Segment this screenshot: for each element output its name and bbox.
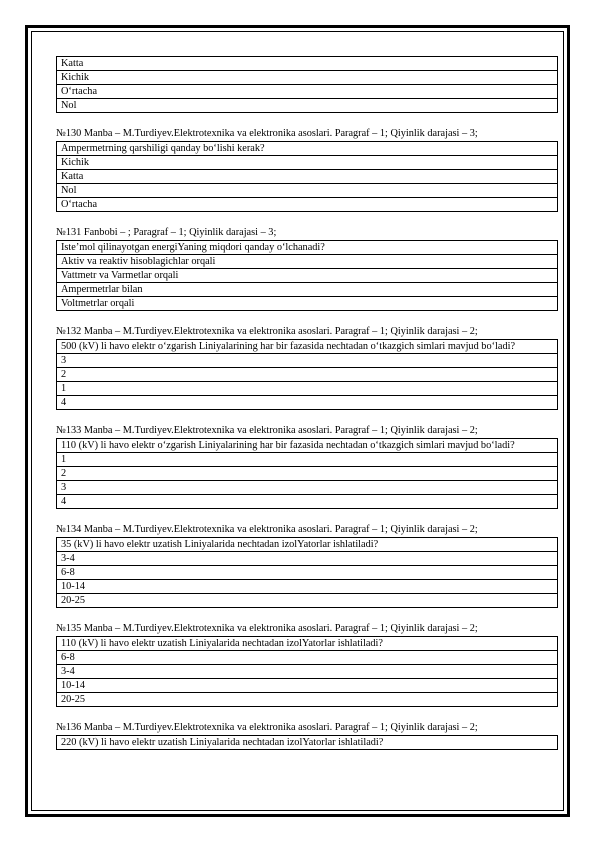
answer-option: Vattmetr va Varmetlar orqali xyxy=(57,269,558,283)
question-row xyxy=(57,241,558,255)
question-table xyxy=(56,438,558,509)
answer-row xyxy=(57,297,558,311)
block-spacer xyxy=(56,311,558,325)
block-spacer xyxy=(56,509,558,523)
question-block xyxy=(56,707,558,750)
answer-row xyxy=(57,57,558,71)
question-table xyxy=(56,339,558,410)
answer-option: Katta xyxy=(57,170,558,184)
answer-option: Katta xyxy=(57,57,558,71)
answer-option: Nol xyxy=(57,184,558,198)
question-text: 35 (kV) li havo elektr uzatish Liniyalarida nechtadan izolYatorlar ishlatiladi? xyxy=(57,538,558,552)
answer-row xyxy=(57,170,558,184)
answer-row xyxy=(57,198,558,212)
answer-row xyxy=(57,71,558,85)
question-header: №130 Manba – M.Turdiyev.Elektrotexnika va elektronika asoslari. Paragraf – 1; Qiyinlik darajasi – 3; xyxy=(56,128,478,139)
answer-option: Aktiv va reaktiv hisoblagichlar orqali xyxy=(57,255,558,269)
question-block xyxy=(56,410,558,509)
answer-row xyxy=(57,693,558,707)
answer-row xyxy=(57,184,558,198)
answer-option: 2 xyxy=(57,467,558,481)
answer-option: 20-25 xyxy=(57,693,558,707)
answer-option: Kichik xyxy=(57,71,558,85)
question-block xyxy=(56,56,558,113)
question-table xyxy=(56,56,558,113)
question-header: №133 Manba – M.Turdiyev.Elektrotexnika va elektronika asoslari. Paragraf – 1; Qiyinlik darajasi – 2; xyxy=(56,425,478,436)
question-block xyxy=(56,212,558,311)
block-spacer xyxy=(56,113,558,127)
answer-row xyxy=(57,85,558,99)
question-text: 220 (kV) li havo elektr uzatish Liniyalarida nechtadan izolYatorlar ishlatiladi? xyxy=(57,736,558,750)
document-content xyxy=(56,56,558,750)
answer-row xyxy=(57,467,558,481)
question-header: №132 Manba – M.Turdiyev.Elektrotexnika va elektronika asoslari. Paragraf – 1; Qiyinlik darajasi – 2; xyxy=(56,326,478,337)
answer-option: Nol xyxy=(57,99,558,113)
answer-option: 3 xyxy=(57,354,558,368)
answer-row xyxy=(57,552,558,566)
question-table xyxy=(56,735,558,750)
answer-row xyxy=(57,495,558,509)
answer-option: Voltmetrlar orqali xyxy=(57,297,558,311)
block-spacer xyxy=(56,410,558,424)
answer-row xyxy=(57,382,558,396)
answer-row xyxy=(57,651,558,665)
answer-option: 4 xyxy=(57,495,558,509)
answer-row xyxy=(57,269,558,283)
question-text: Iste’mol qilinayotgan energiYaning miqdori qanday o‘lchanadi? xyxy=(57,241,558,255)
question-row xyxy=(57,142,558,156)
answer-row xyxy=(57,396,558,410)
question-block xyxy=(56,608,558,707)
answer-row xyxy=(57,156,558,170)
answer-row xyxy=(57,665,558,679)
question-table xyxy=(56,636,558,707)
answer-row xyxy=(57,481,558,495)
answer-option: Kichik xyxy=(57,156,558,170)
answer-row xyxy=(57,566,558,580)
answer-option: O‘rtacha xyxy=(57,85,558,99)
answer-option: Ampermetrlar bilan xyxy=(57,283,558,297)
answer-option: 10-14 xyxy=(57,580,558,594)
block-spacer xyxy=(56,212,558,226)
question-header: №134 Manba – M.Turdiyev.Elektrotexnika va elektronika asoslari. Paragraf – 1; Qiyinlik darajasi – 2; xyxy=(56,524,478,535)
answer-option: 4 xyxy=(57,396,558,410)
answer-row xyxy=(57,283,558,297)
question-row xyxy=(57,340,558,354)
answer-row xyxy=(57,453,558,467)
question-text: 110 (kV) li havo elektr o‘zgarish Liniyalarining har bir fazasida nechtadan o‘tkazgich simlari mavjud bo‘ladi? xyxy=(57,439,558,453)
answer-option: 6-8 xyxy=(57,566,558,580)
answer-row xyxy=(57,354,558,368)
question-header: №136 Manba – M.Turdiyev.Elektrotexnika va elektronika asoslari. Paragraf – 1; Qiyinlik darajasi – 2; xyxy=(56,722,478,733)
question-row xyxy=(57,736,558,750)
answer-option: 3-4 xyxy=(57,552,558,566)
answer-option: 2 xyxy=(57,368,558,382)
answer-row xyxy=(57,679,558,693)
answer-row xyxy=(57,594,558,608)
block-spacer xyxy=(56,707,558,721)
question-header: №135 Manba – M.Turdiyev.Elektrotexnika va elektronika asoslari. Paragraf – 1; Qiyinlik darajasi – 2; xyxy=(56,623,478,634)
question-row xyxy=(57,637,558,651)
question-text: 500 (kV) li havo elektr o‘zgarish Liniyalarining har bir fazasida nechtadan o‘tkazgich simlari mavjud bo‘ladi? xyxy=(57,340,558,354)
question-row xyxy=(57,538,558,552)
question-block xyxy=(56,311,558,410)
question-block xyxy=(56,113,558,212)
answer-option: 10-14 xyxy=(57,679,558,693)
block-spacer xyxy=(56,608,558,622)
answer-option: 6-8 xyxy=(57,651,558,665)
answer-option: 1 xyxy=(57,382,558,396)
question-table xyxy=(56,240,558,311)
answer-option: 3-4 xyxy=(57,665,558,679)
answer-row xyxy=(57,580,558,594)
question-block xyxy=(56,509,558,608)
question-header: №131 Fanbobi – ; Paragraf – 1; Qiyinlik darajasi – 3; xyxy=(56,227,277,238)
question-table xyxy=(56,141,558,212)
answer-row xyxy=(57,99,558,113)
answer-option: O‘rtacha xyxy=(57,198,558,212)
answer-row xyxy=(57,368,558,382)
answer-option: 3 xyxy=(57,481,558,495)
answer-option: 20-25 xyxy=(57,594,558,608)
question-text: Ampermetrning qarshiligi qanday bo‘lishi kerak? xyxy=(57,142,558,156)
question-row xyxy=(57,439,558,453)
question-text: 110 (kV) li havo elektr uzatish Liniyalarida nechtadan izolYatorlar ishlatiladi? xyxy=(57,637,558,651)
answer-option: 1 xyxy=(57,453,558,467)
question-table xyxy=(56,537,558,608)
answer-row xyxy=(57,255,558,269)
